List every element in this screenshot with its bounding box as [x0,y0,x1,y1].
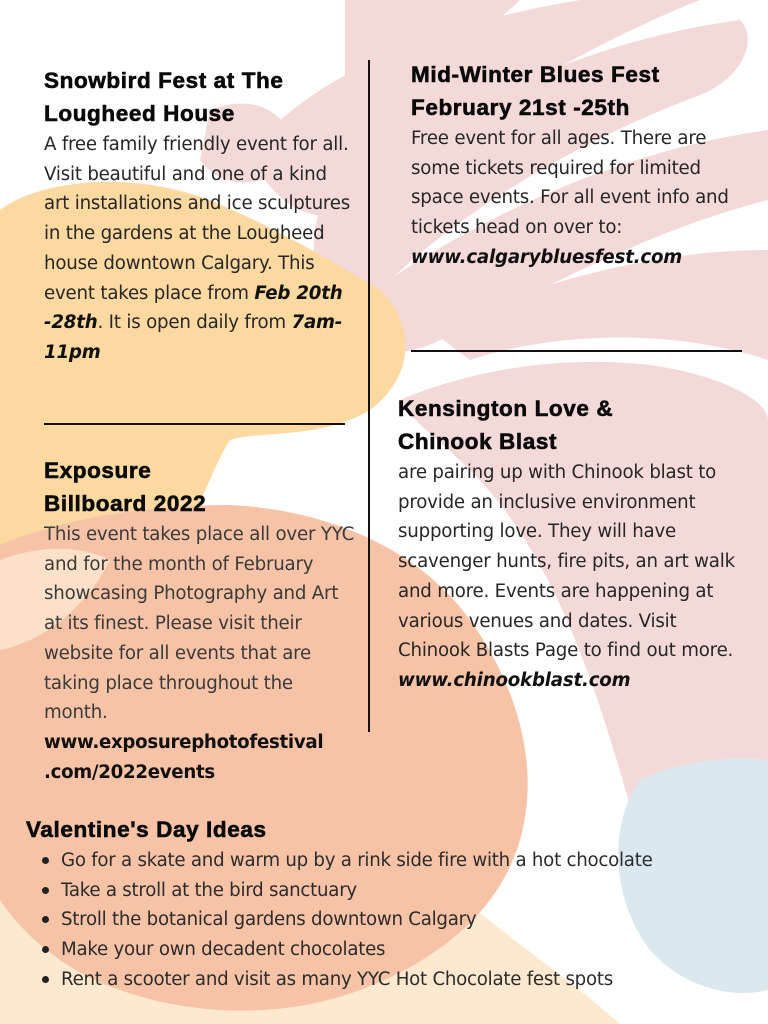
bullet-icon [42,976,49,983]
divider-left [44,423,345,425]
kensington-text: are pairing up with Chinook blast to provide an inclusive environment supporting love. They will have scavenger hunts, fire pits, an art walk and more. Events are happening at various venues and dates. Visit Chinook Blasts Page to find out more. [398,462,735,662]
bluesfest-title-line2: February 21st -25th [411,95,630,120]
kensington-url-wrap[interactable] [398,666,748,696]
exposure-url-line1[interactable]: www.exposurephotofestival [44,731,324,753]
bullet-icon [42,946,49,953]
exposure-title [44,454,366,520]
snowbird-dates: Feb 20th -28th [44,282,343,334]
exposure-section [44,454,366,787]
bluesfest-section [411,58,751,273]
list-item-text: Rent a scooter and visit as many YYC Hot Chocolate fest spots [61,968,613,990]
bluesfest-text: Free event for all ages. There are some tickets required for limited space events. For all event info and tickets head on over to: [411,128,729,239]
exposure-title-line1: Exposure [44,458,152,483]
kensington-section [398,392,748,696]
list-item-text: Make your own decadent chocolates [61,939,386,961]
list-item [40,876,653,906]
snowbird-mid: . It is open daily from [97,312,292,334]
valentines-title: Valentine's Day Ideas [26,817,267,842]
snowbird-hours: 7am-11pm [44,312,343,363]
list-item [40,965,653,995]
bullet-icon [42,887,49,894]
snowbird-title-line2: Lougheed House [44,101,235,126]
snowbird-text [44,130,356,368]
bluesfest-url-wrap[interactable] [411,243,751,273]
list-item [40,846,653,876]
snowbird-title [44,64,364,130]
bullet-icon [42,916,49,923]
list-item-text: Go for a skate and warm up by a rink side fire with a hot chocolate [61,850,653,871]
valentines-list [40,846,653,995]
kensington-title-line2: Chinook Blast [398,429,558,454]
bluesfest-title [411,58,751,124]
divider-right [411,350,742,352]
exposure-url[interactable] [44,728,366,787]
exposure-text: This event takes place all over YYC and for the month of February showcasing Photography and Art at its finest. Please visit their website for all events that are taking place throughout the month. [44,524,355,724]
list-item [40,935,653,965]
snowbird-title-line1: Snowbird Fest at The [44,68,284,93]
bullet-icon [42,857,49,864]
snowbird-intro: A free family friendly event for all. Visit beautiful and one of a kind art installations and ice sculptures in the gardens at the Lougheed house downtown Calgary. This event takes place from [44,134,351,304]
list-item-text: Stroll the botanical gardens downtown Calgary [61,909,477,931]
exposure-title-line2: Billboard 2022 [44,491,207,516]
column-divider [368,60,370,732]
bluesfest-url[interactable]: www.calgarybluesfest.com [411,246,683,268]
kensington-url[interactable]: www.chinookblast.com [398,669,631,691]
snowbird-section [44,64,364,368]
kensington-title-line1: Kensington Love & [398,396,614,421]
bluesfest-title-line1: Mid-Winter Blues Fest [411,62,660,87]
list-item-text: Take a stroll at the bird sanctuary [61,879,357,901]
list-item [40,905,653,935]
exposure-url-line2[interactable]: .com/2022events [44,761,215,783]
kensington-title [398,392,748,458]
